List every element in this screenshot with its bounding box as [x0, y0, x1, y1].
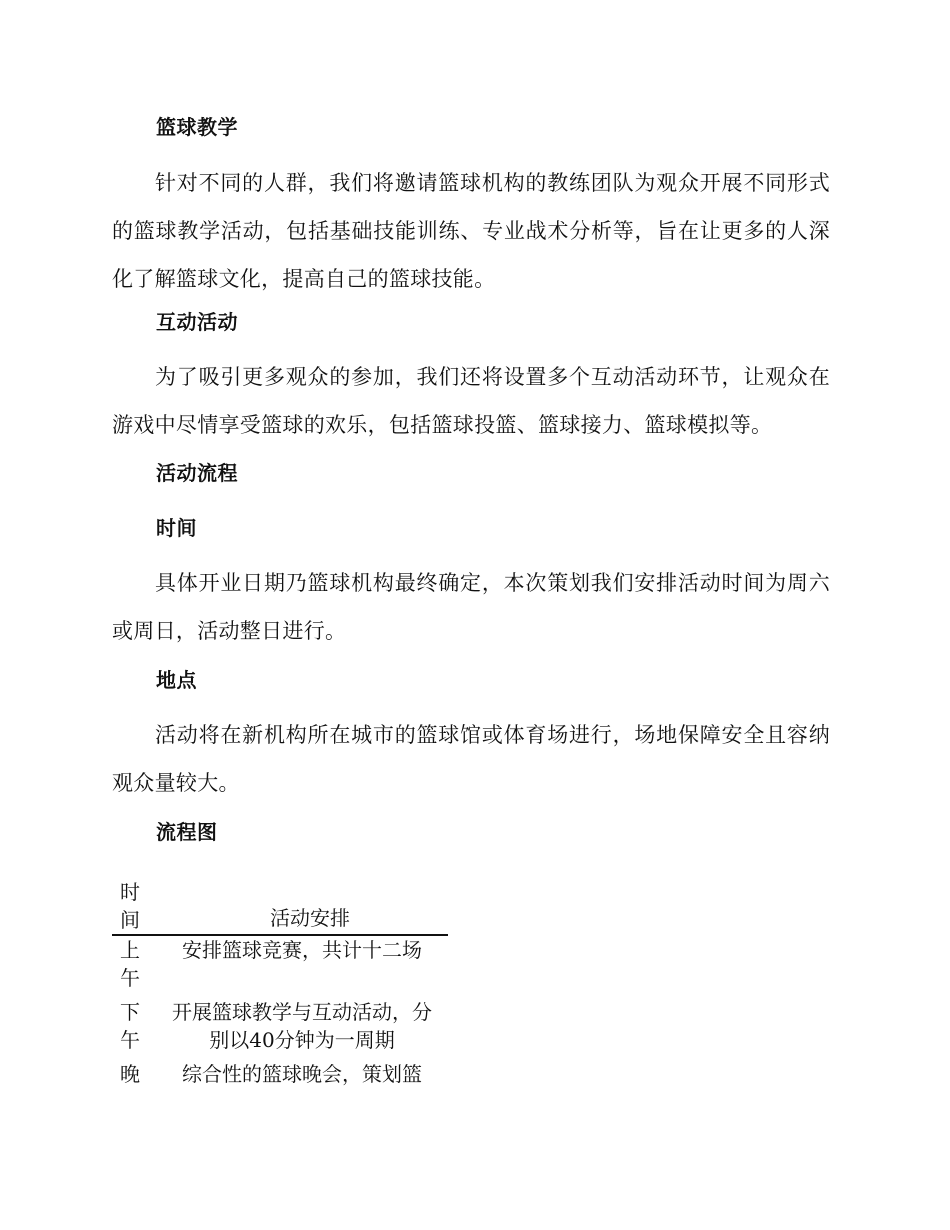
section-heading-place: 地点 [156, 668, 197, 692]
table-row [112, 1060, 448, 1094]
table-cell-activity: 开展篮球教学与互动活动，分别以40分钟为一周期 [172, 1000, 432, 1052]
table-row [112, 998, 448, 1058]
table-cell-activity: 综合性的篮球晚会，策划篮 [182, 1062, 422, 1086]
table-cell-activity: 安排篮球竞赛，共计十二场 [182, 938, 422, 962]
table-header-time: 时间 [120, 880, 140, 932]
table-cell-time: 上午 [120, 938, 140, 990]
paragraph-teaching: 针对不同的人群，我们将邀请篮球机构的教练团队为观众开展不同形式的篮球教学活动，包括基础技能训练、专业战术分析等，旨在让更多的人深化了解篮球文化，提高自己的篮球技能。 [112, 171, 830, 291]
table-cell-time: 晚 [120, 1062, 140, 1086]
section-heading-flowchart: 流程图 [156, 820, 218, 844]
paragraph-interactive: 为了吸引更多观众的参加，我们还将设置多个互动活动环节，让观众在游戏中尽情享受篮球的欢乐，包括篮球投篮、篮球接力、篮球模拟等。 [112, 365, 830, 437]
section-heading-process: 活动流程 [156, 461, 238, 485]
section-heading-teaching: 篮球教学 [156, 115, 238, 139]
table-header-activity: 活动安排 [270, 906, 350, 930]
paragraph-time: 具体开业日期乃篮球机构最终确定，本次策划我们安排活动时间为周六或周日，活动整日进行。 [112, 571, 830, 643]
section-heading-time: 时间 [156, 516, 197, 540]
table-cell-time: 下午 [120, 1000, 140, 1052]
table-header-row [112, 872, 448, 936]
paragraph-place: 活动将在新机构所在城市的篮球馆或体育场进行，场地保障安全且容纳观众量较大。 [112, 723, 830, 795]
section-heading-interactive: 互动活动 [156, 310, 238, 334]
flowchart-table [112, 872, 448, 1086]
table-row [112, 936, 448, 996]
